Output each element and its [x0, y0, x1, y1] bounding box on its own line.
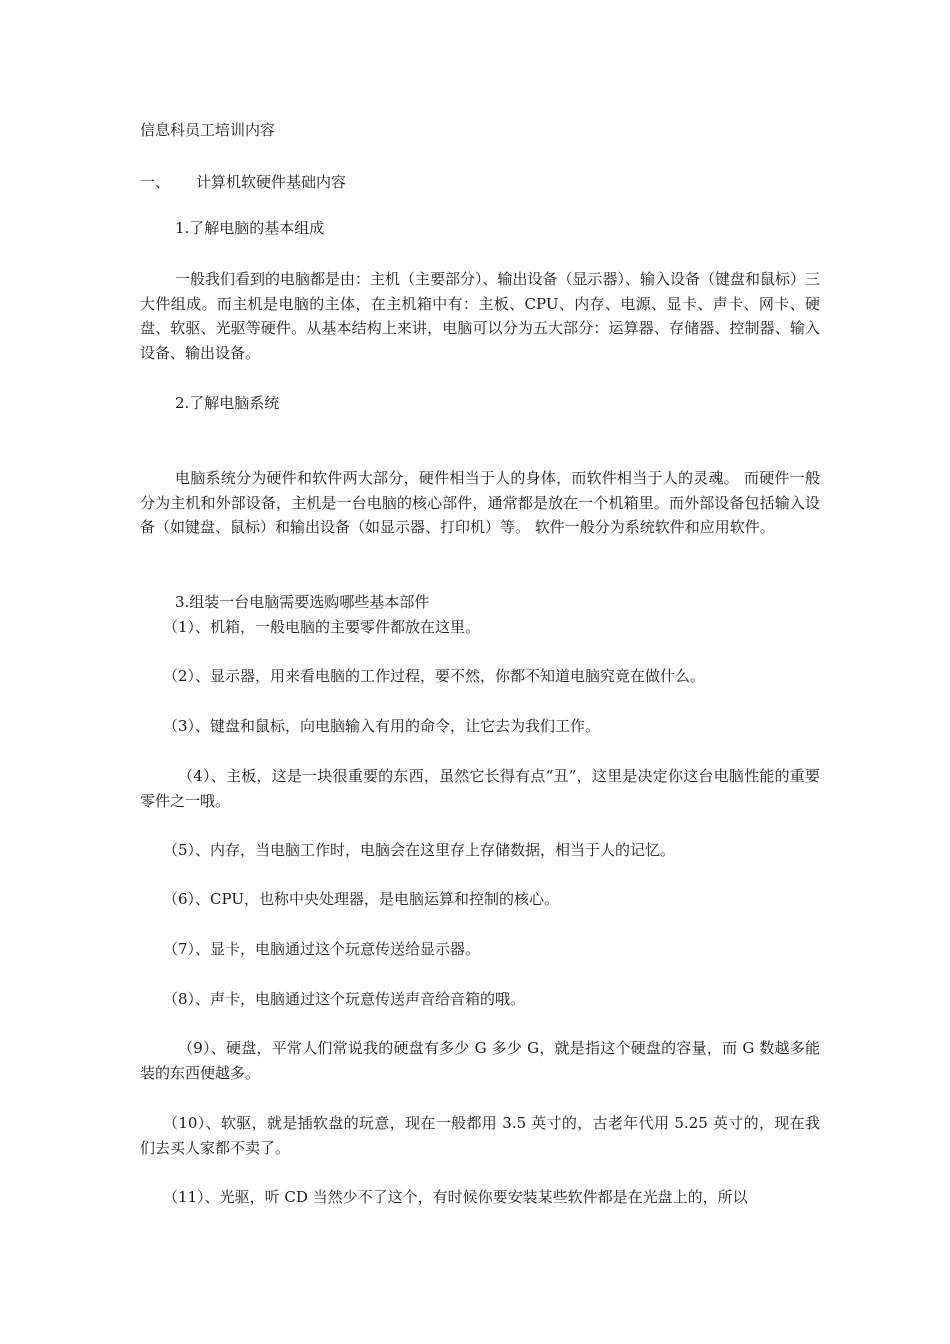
section-title: 计算机软硬件基础内容 [196, 173, 347, 191]
list-item: （6）、CPU，也称中央处理器，是电脑运算和控制的核心。 [163, 890, 559, 908]
list-item: （5）、内存，当电脑工作时，电脑会在这里存上存储数据，相当于人的记忆。 [163, 841, 676, 859]
section-number: 一、 [140, 173, 171, 191]
subsection-heading-1: 1.了解电脑的基本组成 [175, 219, 325, 237]
list-item: （8）、声卡，电脑通过这个玩意传送声音给音箱的哦。 [163, 990, 526, 1008]
section-heading [140, 170, 820, 194]
list-item: （2）、显示器，用来看电脑的工作过程，要不然，你都不知道电脑究竟在做什么。 [163, 667, 706, 685]
list-item: （11）、光驱，听 CD 当然少不了这个，有时候你要安装某些软件都是在光盘上的，所以 [163, 1188, 748, 1206]
document-title: 信息科员工培训内容 [140, 121, 276, 139]
list-item: （1）、机箱，一般电脑的主要零件都放在这里。 [163, 618, 481, 636]
list-item: （9）、硬盘，平常人们常说我的硬盘有多少 G 多少 G，就是指这个硬盘的容量，而 G 数越多能装的东西便越多。 [140, 1039, 820, 1082]
subsection-heading-3: 3.组装一台电脑需要选购哪些基本部件 [175, 593, 430, 611]
list-item: （7）、显卡，电脑通过这个玩意传送给显示器。 [163, 940, 481, 958]
list-item: （4）、主板，这是一块很重要的东西，虽然它长得有点“丑”，这里是决定你这台电脑性能的重要零件之一哦。 [140, 767, 820, 810]
list-item: （3）、键盘和鼠标，向电脑输入有用的命令，让它去为我们工作。 [163, 717, 601, 735]
list-item: （10）、软驱，就是插软盘的玩意，现在一般都用 3.5 英寸的，古老年代用 5.25 英寸的，现在我们去买人家都不卖了。 [140, 1114, 820, 1157]
subsection-heading-2: 2.了解电脑系统 [175, 394, 280, 412]
paragraph-1: 一般我们看到的电脑都是由：主机（主要部分）、输出设备（显示器）、输入设备（键盘和鼠标）三大件组成。而主机是电脑的主体，在主机箱中有：主板、CPU、内存、电源、显卡、声卡、网卡、硬盘、软驱、光驱等硬件。从基本结构上来讲，电脑可以分为五大部分：运算器、存储器、控制器、输入设备、输出设备。 [140, 270, 821, 362]
paragraph-2: 电脑系统分为硬件和软件两大部分，硬件相当于人的身体，而软件相当于人的灵魂。 而硬件一般分为主机和外部设备，主机是一台电脑的核心部件，通常都是放在一个机箱里。而外部设备包括输入设备（如键盘、鼠标）和输出设备（如显示器、打印机）等。 软件一般分为系统软件和应用软件。 [140, 469, 820, 536]
